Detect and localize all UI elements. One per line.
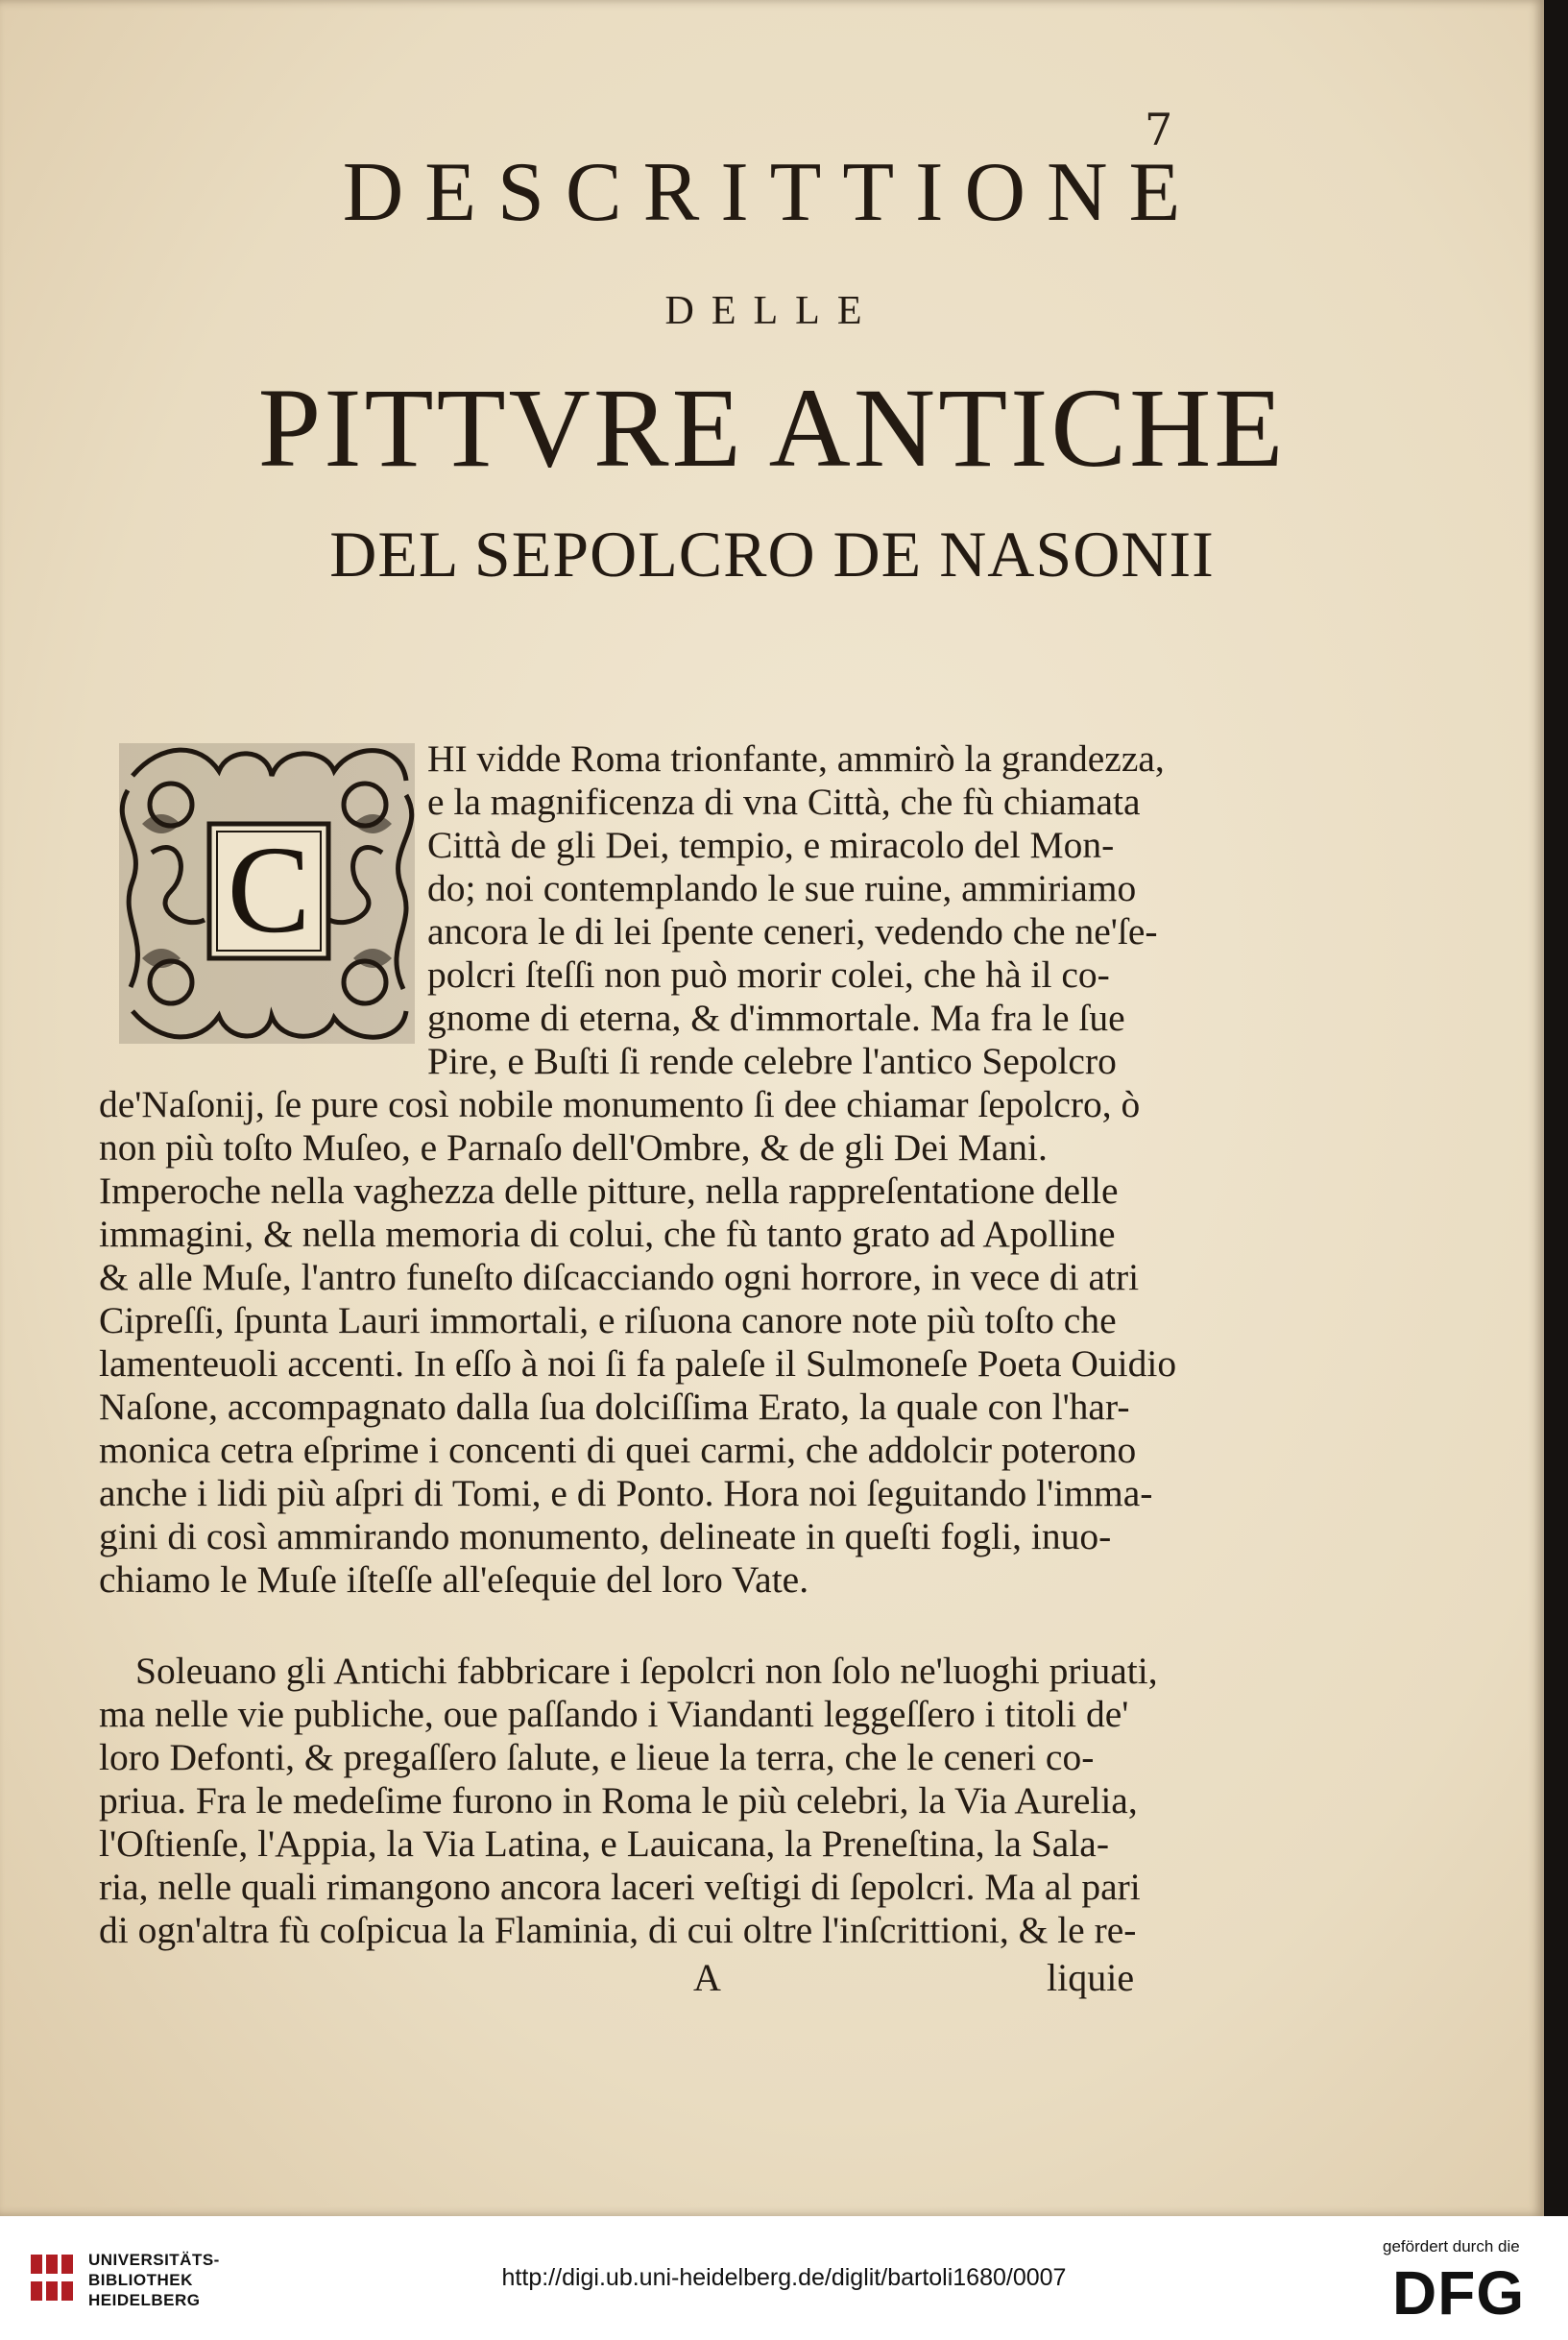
text-line: chiamo le Muſe iſteſſe all'eſequie del loro Vate.	[99, 1558, 809, 1601]
text-line: HI vidde Roma trionfante, ammirò la grandezza,	[427, 737, 1165, 780]
page-number: 7	[1145, 104, 1173, 156]
text-line: & alle Muſe, l'antro funeſto diſcacciando ogni horrore, in vece di atri	[99, 1256, 1140, 1298]
text-line: polcri ſteſſi non può morir colei, che hà il co-	[427, 953, 1110, 996]
title-line-3: PITTVRE ANTICHE	[257, 365, 1287, 491]
text-line: di ogn'altra fù coſpicua la Flaminia, di cui oltre l'inſcrittioni, & le re-	[99, 1909, 1137, 1951]
text-line: priua. Fra le medeſime furono in Roma le più celebri, la Via Aurelia,	[99, 1779, 1138, 1821]
text-line: Pire, e Buſti ſi rende celebre l'antico Sepolcro	[427, 1040, 1117, 1082]
text-line: ancora le di lei ſpente ceneri, vedendo che ne'ſe-	[427, 910, 1158, 953]
funded-by-label: gefördert durch die	[1383, 2237, 1520, 2256]
dfg-logo[interactable]: DFG	[1392, 2258, 1526, 2328]
footer-bar	[0, 2216, 1568, 2340]
text-line: Cipreſſi, ſpunta Lauri immortali, e riſuona canore note più toſto che	[99, 1299, 1117, 1341]
text-line: gini di così ammirando monumento, delineate in queſti fogli, inuo-	[99, 1515, 1112, 1557]
text-line: loro Defonti, & pregaſſero ſalute, e lieue la terra, che le ceneri co-	[99, 1736, 1095, 1778]
decorated-initial	[113, 737, 421, 1049]
text-line: non più toſto Muſeo, e Parnaſo dell'Ombre, & de gli Dei Mani.	[99, 1126, 1048, 1169]
text-line: do; noi contemplando le sue ruine, ammiriamo	[427, 867, 1137, 909]
text-line: gnome di eterna, & d'immortale. Ma fra le ſue	[427, 997, 1125, 1039]
title-line-2: DELLE	[664, 289, 880, 333]
title-line-4: DEL SEPOLCRO DE NASONII	[329, 518, 1215, 591]
drop-cap-letter: C	[227, 821, 311, 959]
text-line: Soleuano gli Antichi fabbricare i ſepolcri non ſolo ne'luoghi priuati,	[135, 1650, 1158, 1692]
text-line: de'Naſonij, ſe pure così nobile monumento ſi dee chiamar ſepolcro, ò	[99, 1083, 1141, 1125]
text-line: monica cetra eſprime i concenti di quei carmi, che addolcir poterono	[99, 1429, 1137, 1471]
permalink-url[interactable]: http://digi.ub.uni-heidelberg.de/diglit/bartoli1680/0007	[501, 2264, 1067, 2291]
text-line: anche i lidi più aſpri di Tomi, e di Ponto. Hora noi ſeguitando l'imma-	[99, 1472, 1153, 1514]
text-line: Imperoche nella vaghezza delle pitture, nella rappreſentatione delle	[99, 1170, 1119, 1212]
text-line: lamenteuoli accenti. In eſſo à noi ſi fa paleſe il Sulmoneſe Poeta Ouidio	[99, 1342, 1177, 1385]
text-line: Città de gli Dei, tempio, e miracolo del Mon-	[427, 824, 1115, 866]
title-line-1: DESCRITTIONE	[342, 146, 1202, 239]
library-name-line: HEIDELBERG	[88, 2291, 201, 2309]
library-name-line: BIBLIOTHEK	[88, 2271, 193, 2289]
text-line: e la magnificenza di vna Città, che fù chiamata	[427, 781, 1141, 823]
paragraph-2	[99, 1650, 1205, 1952]
text-line: ma nelle vie publiche, oue paſſando i Viandanti leggeſſero i titoli de'	[99, 1693, 1129, 1735]
paragraph-1-continued	[99, 1083, 1205, 1602]
text-line: Naſone, accompagnato dalla ſua dolciſſima Erato, la quale con l'har-	[99, 1386, 1130, 1428]
signature-mark: A	[693, 1956, 721, 1999]
text-line: ria, nelle quali rimangono ancora laceri veſtigi di ſepolcri. Ma al pari	[99, 1866, 1141, 1908]
library-name-line: UNIVERSITÄTS-	[88, 2251, 220, 2269]
text-line: l'Oſtienſe, l'Appia, la Via Latina, e Lauicana, la Preneſtina, la Sala-	[99, 1822, 1109, 1865]
catchword: liquie	[1047, 1956, 1135, 1999]
paragraph-1-opening	[427, 737, 1205, 1083]
text-line: immagini, & nella memoria di colui, che fù tanto grato ad Apolline	[99, 1213, 1116, 1255]
